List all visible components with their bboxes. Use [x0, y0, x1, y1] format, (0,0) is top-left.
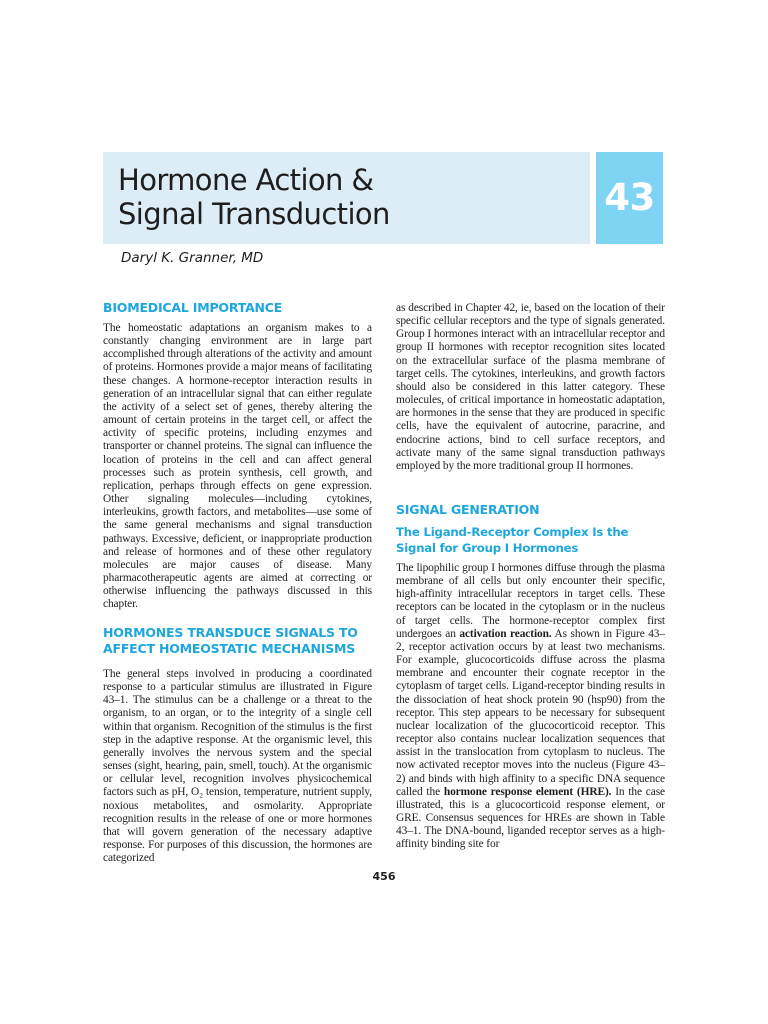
- right-column-section-2: [396, 502, 665, 851]
- left-column-section-2: [103, 625, 372, 865]
- heading-line-1: HORMONES TRANSDUCE SIGNALS TO: [103, 625, 358, 640]
- subheading-line-1: The Ligand-Receptor Complex Is the: [396, 525, 629, 539]
- right-column: [396, 302, 665, 473]
- subsection-heading-ligand-receptor-complex: [396, 525, 665, 556]
- page-number: 456: [372, 870, 396, 883]
- paragraph-group-one-hormones: [396, 562, 665, 851]
- left-column: [103, 300, 372, 611]
- subheading-line-2: Signal for Group I Hormones: [396, 540, 579, 555]
- section-heading-biomedical-importance: BIOMEDICAL IMPORTANCE: [103, 300, 283, 315]
- term-hormone-response-element: hormone response element (HRE).: [443, 785, 612, 798]
- term-activation-reaction: activation reaction.: [459, 627, 552, 640]
- heading-line-2: AFFECT HOMEOSTATIC MECHANISMS: [103, 641, 356, 656]
- chapter-number: 43: [604, 176, 655, 219]
- section-heading-signal-generation: SIGNAL GENERATION: [396, 502, 540, 517]
- paragraph-text: The lipophilic group I hormones diffuse through the plasma membrane of all cells but only encounter their specific, high-affinity intracellular receptors in target cells. These receptors can be located in the cytoplasm or in the nucleus of target cells. The hormone-receptor complex first undergoes an: [396, 562, 665, 640]
- author-name: Daryl K. Granner, MD: [121, 250, 264, 266]
- paragraph-biomedical-importance: The homeostatic adaptations an organism makes to a constantly changing environment are in large part accomplished through alterations of the activity and amount of proteins. Hormones provide a major means of facilitating these changes. A hormone-receptor interaction results in generation of an intracellular signal that can either regulate the activity of a select set of genes, thereby altering the amount of certain proteins in the target cell, or affect the activity of specific proteins, including enzymes and transporter or channel proteins. The signal can influence the location of proteins in the cell and can affect general processes such as protein synthesis, cell growth, and replication, perhaps through effects on gene expression. Other signaling molecules—including cytokines, interleukins, growth factors, and metabolites—use some of the same general mechanisms and signal transduction pathways. Excessive, deficient, or inappropriate production and release of hormones and of these other regulatory molecules are major causes of disease. Many pharmacotherapeutic agents are aimed at correcting or otherwise influencing the pathways discussed in this chapter.: [103, 322, 372, 611]
- chapter-title-line-2: Signal Transduction: [118, 197, 390, 231]
- section-heading-hormones-transduce-signals: [103, 625, 372, 657]
- paragraph-text: As shown in Figure 43–2, receptor activation occurs by at least two mechanisms. For example, glucocorticoids diffuse across the plasma membrane and encounter their cognate receptor in the cytoplasm of target cells. Ligand-receptor binding results in the dissociation of heat shock protein 90 (hsp90) from the receptor. This step appears to be necessary for subsequent nuclear localization of the glucocorticoid receptor. This receptor also contains nuclear localization sequences that assist in the translocation from cytoplasm to nucleus. The now activated receptor moves into the nucleus (Figure 43–2) and binds with high affinity to a specific DNA sequence called the: [396, 627, 665, 798]
- paragraph-text: In the case illustrated, this is a glucocorticoid response element, or GRE. Consensus sequences for HREs are shown in Table 43–1. The DNA-bound, liganded receptor serves as a high-affinity binding site for: [396, 785, 665, 851]
- chapter-title: [118, 163, 558, 231]
- paragraph-receptor-categories: as described in Chapter 42, ie, based on the location of their specific cellular receptors and the type of signals generated. Group I hormones interact with an intracellular receptor and group II hormones with receptor recognition sites located on the extracellular surface of the plasma membrane of target cells. The cytokines, interleukins, and growth factors should also be considered in this latter category. These molecules, of critical importance in homeostatic adaptation, are hormones in the sense that they are produced in specific cells, have the equivalent of autocrine, paracrine, and endocrine actions, bind to cell surface receptors, and activate many of the same signal transduction pathways employed by the more traditional group II hormones.: [396, 302, 665, 472]
- chapter-title-line-1: Hormone Action &: [118, 163, 374, 197]
- paragraph-hormones-transduce-signals: The general steps involved in producing a coordinated response to a particular stimulus are illustrated in Figure 43–1. The stimulus can be a challenge or a threat to the organism, to an organ, or to the integrity of a single cell within that organism. Recognition of the stimulus is the first step in the adaptive response. At the organismic level, this generally involves the nervous system and the special senses (sight, hearing, pain, smell, touch). At the organismic or cellular level, recognition involves physicochemical factors such as pH, O₂ tension, temperature, nutrient supply, noxious metabolites, and osmolarity. Appropriate recognition results in the release of one or more hormones that will govern generation of the necessary adaptive response. For purposes of this discussion, the hormones are categorized: [103, 668, 372, 865]
